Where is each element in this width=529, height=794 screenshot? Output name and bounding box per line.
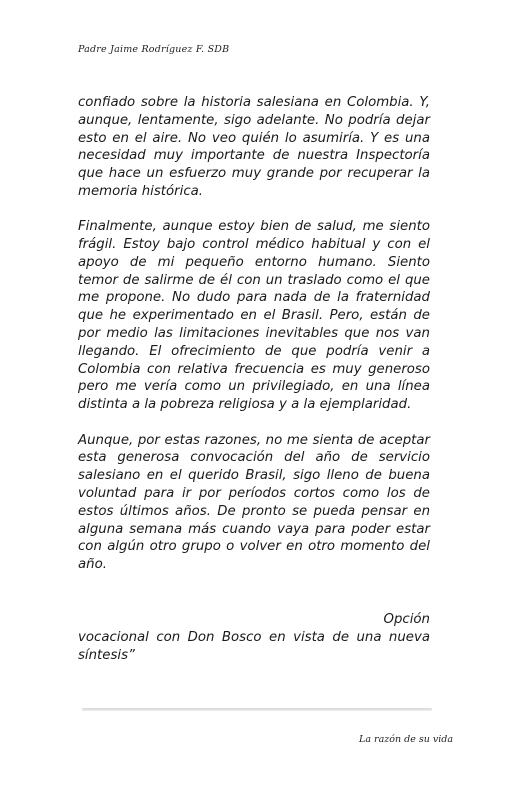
running-footer-title: La razón de su vida: [359, 734, 453, 745]
running-header-author: Padre Jaime Rodríguez F. SDB: [78, 44, 230, 55]
closing-rest: vocacional con Don Bosco en vista de una nueva síntesis”: [78, 629, 430, 663]
paragraph-1: confiado sobre la historia salesiana en Colombia. Y, aunque, lentamente, sigo adelante. No podría dejar esto en el aire. No veo quién lo asumiría. Y es una necesidad muy importante de nuestra Inspectoría que hace un esfuerzo muy grande por recuperar la memoria histórica.: [78, 95, 430, 199]
paragraph-2: Finalmente, aunque estoy bien de salud, me siento frágil. Estoy bajo control médico habitual y con el apoyo de mi pequeño entorno humano. Siento temor de salirme de él con un traslado como el que me propone. No dudo para nada de la fraternidad que he experimentado en el Brasil. Pero, están de por medio las limitaciones inevitables que nos van llegando. El ofrecimiento de que podría venir a Colombia con relativa frecuencia es muy generoso pero me vería como un privilegiado, en una línea distinta a la pobreza religiosa y a la ejemplaridad.: [78, 219, 430, 413]
closing-first-word: Opción: [383, 611, 430, 627]
paragraph-3: Aunque, por estas razones, no me sienta de aceptar esta generosa convocación del año de servicio salesiano en el querido Brasil, sigo lleno de buena voluntad para ir por períodos cortos como los de estos últimos años. De pronto se pueda pensar en alguna semana más cuando vaya para poder estar con algún otro grupo o volver en otro momento del año.: [78, 432, 430, 573]
footer-divider: [82, 708, 432, 711]
closing-line: [78, 611, 430, 664]
letter-body: [78, 94, 430, 682]
